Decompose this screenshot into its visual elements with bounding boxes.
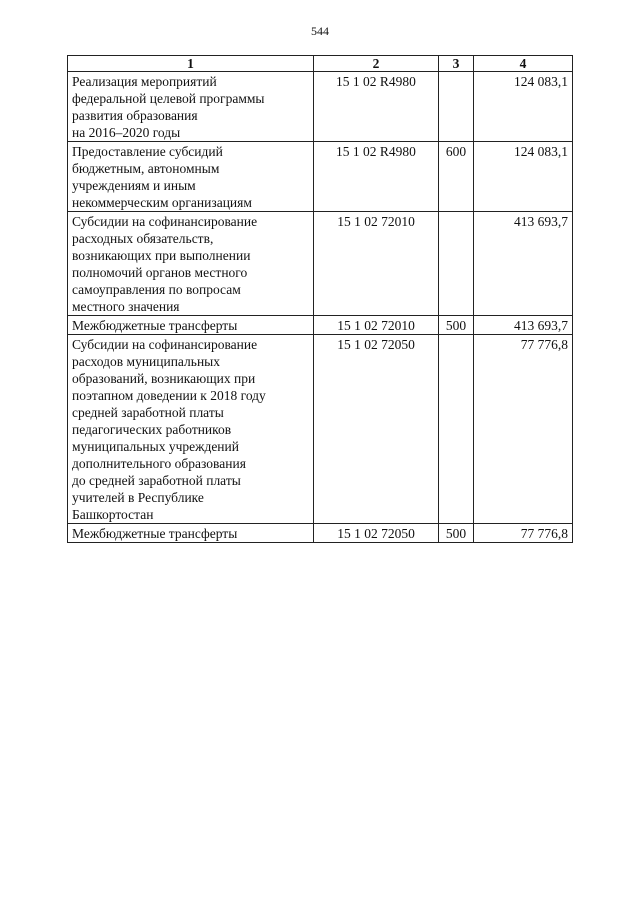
row-amount: 77 776,8 [474,335,573,524]
table-row [68,524,573,543]
page-number: 544 [311,24,329,38]
column-header-1: 1 [68,56,314,72]
row-type: 600 [439,142,474,212]
table-row [68,335,573,524]
column-header-2: 2 [314,56,439,72]
row-type [439,212,474,316]
row-code: 15 1 02 R4980 [314,72,439,142]
row-amount: 77 776,8 [474,524,573,543]
row-type [439,335,474,524]
row-code: 15 1 02 R4980 [314,142,439,212]
row-amount: 413 693,7 [474,316,573,335]
row-type [439,72,474,142]
row-amount: 124 083,1 [474,72,573,142]
budget-table [67,55,573,543]
table-header-row [68,56,573,72]
row-amount: 124 083,1 [474,142,573,212]
column-header-4: 4 [474,56,573,72]
row-name: Предоставление субсидий бюджетным, автономным учреждениям и иным некоммерческим организациям [68,142,314,212]
column-header-3: 3 [439,56,474,72]
row-code: 15 1 02 72010 [314,316,439,335]
row-code: 15 1 02 72050 [314,524,439,543]
table-row [68,142,573,212]
row-amount: 413 693,7 [474,212,573,316]
row-name: Межбюджетные трансферты [68,524,314,543]
table-row [68,72,573,142]
row-type: 500 [439,524,474,543]
row-type: 500 [439,316,474,335]
row-name: Межбюджетные трансферты [68,316,314,335]
row-name: Субсидии на софинансирование расходов муниципальных образований, возникающих при поэтапном доведении к 2018 году средней заработной платы педагогических работников муниципальных учреждений дополнительного образования до средней заработной платы учителей в Республике Башкортостан [68,335,314,524]
row-code: 15 1 02 72050 [314,335,439,524]
table-row [68,212,573,316]
row-name: Субсидии на софинансирование расходных обязательств, возникающих при выполнении полномочий органов местного самоуправления по вопросам местного значения [68,212,314,316]
row-code: 15 1 02 72010 [314,212,439,316]
row-name: Реализация мероприятий федеральной целевой программы развития образования на 2016–2020 годы [68,72,314,142]
table-row [68,316,573,335]
